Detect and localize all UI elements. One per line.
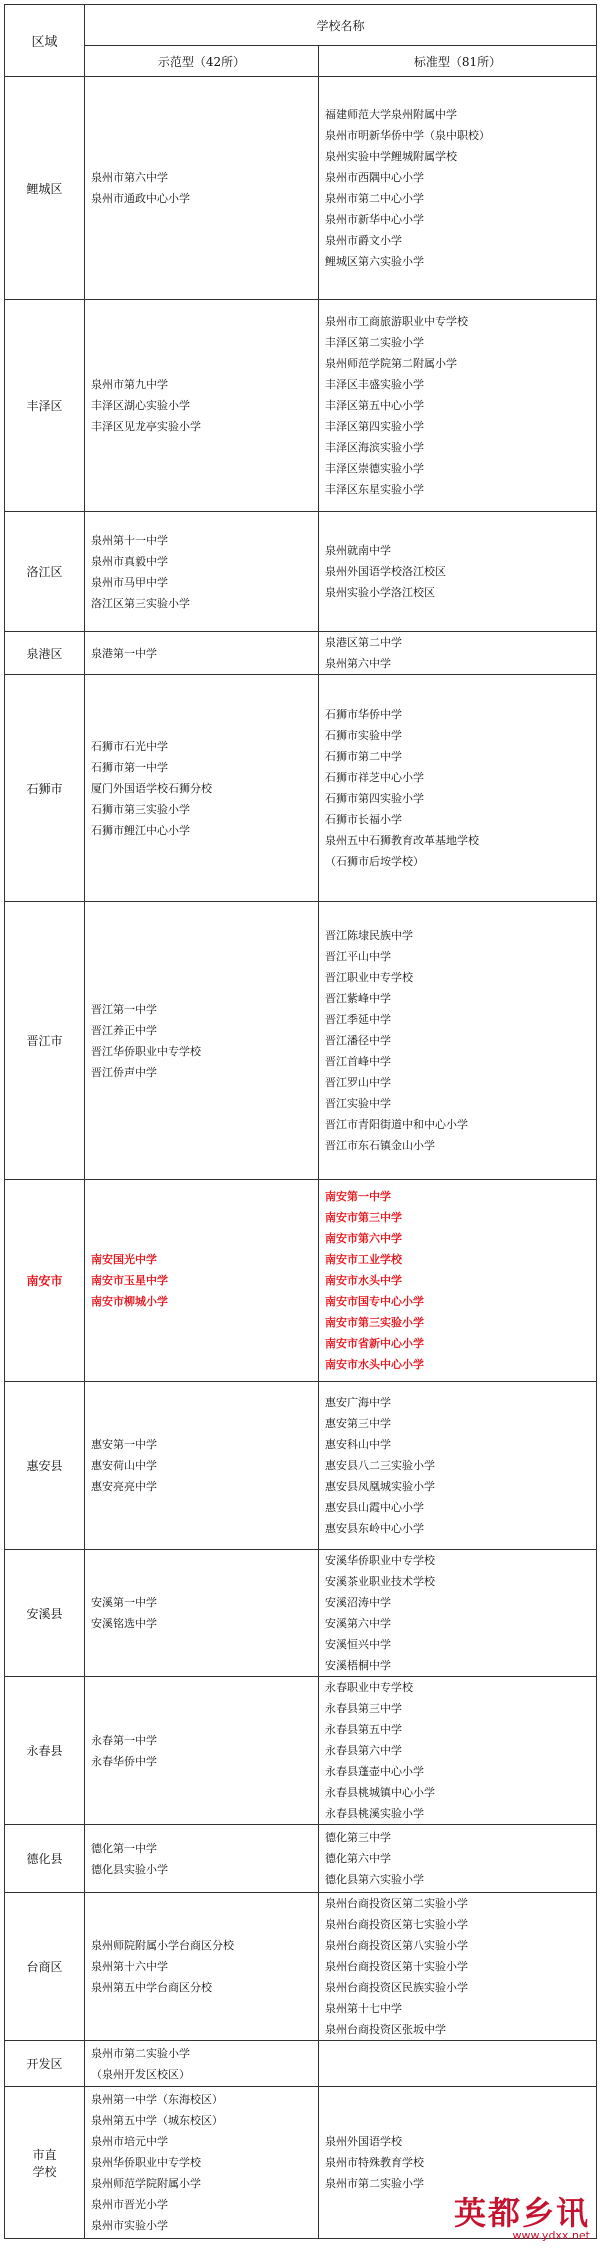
standard-school-name: 泉州台商投资区民族实验小学 [325,1981,468,1994]
district-row [5,1550,597,1677]
demo-school-name: 南安市柳城小学 [91,1295,168,1308]
demo-school-name: 泉州市晋光小学 [91,2198,168,2211]
demo-school-list [85,1382,319,1550]
demo-school-name: 洛江区第三实验小学 [91,596,190,610]
standard-school-name: 晋江首峰中学 [325,1055,391,1068]
standard-school-list [319,1677,597,1825]
district-row [5,512,597,632]
standard-school-name: 泉州市新华中心小学 [325,213,424,226]
district-name: 泉港区 [5,632,85,675]
district-name-line: 市直 [32,2147,57,2162]
schools-table [4,4,597,2239]
standard-school-name: 泉州五中石狮教育改革基地学校 [325,834,479,847]
district-row [5,902,597,1180]
standard-column-header: 标准型（81所） [319,46,597,77]
demo-school-name: 永春第一中学 [91,1733,157,1747]
standard-school-name: 南安市第三实验小学 [325,1316,424,1329]
district-name: 安溪县 [5,1550,85,1677]
standard-school-name: 泉州市爵文小学 [325,234,402,247]
district-name: 石狮市 [5,675,85,902]
watermark [446,2186,596,2244]
standard-school-name: 泉州实验小学洛江校区 [325,586,435,599]
standard-school-name: 安溪茶业职业技术学校 [325,1575,435,1588]
standard-school-list [319,1825,597,1893]
district-name: 永春县 [5,1677,85,1825]
watermark-logo: 英都乡讯 [453,2194,590,2232]
demo-school-list [85,632,319,675]
standard-school-list [319,632,597,675]
standard-school-name: 惠安第三中学 [325,1417,391,1430]
demo-school-name: 厦门外国语学校石狮分校 [91,781,212,795]
district-row [5,1677,597,1825]
district-name: 德化县 [5,1825,85,1893]
district-row [5,1382,597,1550]
district-column-header: 区域 [5,5,85,77]
standard-school-name: 泉州市西隅中心小学 [325,171,424,184]
standard-school-name: 晋江实验中学 [325,1097,391,1110]
demo-school-name: 南安市玉星中学 [91,1274,168,1287]
standard-school-name: 安溪梧桐中学 [325,1659,391,1672]
standard-school-name: 南安市工业学校 [325,1253,402,1266]
demo-school-name: 泉州第五中学（城东校区） [91,2114,223,2127]
standard-school-name: 泉州台商投资区第七实验小学 [325,1918,468,1931]
standard-school-name: 石狮市第二中学 [325,750,402,763]
demo-school-name: （泉州开发区校区） [91,2067,190,2081]
district-row [5,2041,597,2087]
demo-school-name: 德化第一中学 [91,1841,157,1855]
standard-school-name: 南安市第三中学 [325,1211,402,1224]
demo-school-name: 安溪第一中学 [91,1596,157,1609]
standard-school-list [319,512,597,632]
standard-school-name: 永春县桃城镇中心小学 [325,1786,435,1799]
district-name: 洛江区 [5,512,85,632]
standard-school-name: 南安市省新中心小学 [325,1337,424,1350]
demo-school-name: 丰泽区见龙亭实验小学 [91,420,201,433]
standard-school-name: 丰泽区海滨实验小学 [325,441,424,454]
demo-school-list [85,1550,319,1677]
demo-school-list [85,1180,319,1382]
standard-school-name: 安溪第六中学 [325,1617,391,1630]
standard-school-name: 泉州外国语学校洛江校区 [325,565,446,578]
demo-school-name: 泉州市马甲中学 [91,575,168,589]
standard-school-list [319,300,597,512]
demo-school-list [85,2087,319,2239]
standard-school-name: 永春县桃溪实验小学 [325,1807,424,1820]
standard-school-name: 晋江职业中专学校 [325,971,413,984]
standard-school-name: 德化县第六实验小学 [325,1873,424,1886]
demo-school-name: 惠安第一中学 [91,1438,157,1451]
district-name: 晋江市 [5,902,85,1180]
standard-school-name: 惠安科山中学 [325,1438,391,1451]
demo-school-name: 晋江侨声中学 [91,1065,157,1079]
demo-school-name: 惠安荷山中学 [91,1459,157,1472]
demo-school-name: 泉州市第二实验小学 [91,2046,190,2060]
district-name: 丰泽区 [5,300,85,512]
demo-school-list [85,2041,319,2087]
standard-school-name: 泉州师范学院第二附属小学 [325,357,457,370]
standard-school-name: 惠安县东岭中心小学 [325,1522,424,1535]
demo-school-list [85,1677,319,1825]
standard-school-name: 泉州市第二中心小学 [325,192,424,205]
standard-school-list [319,1180,597,1382]
demo-school-list [85,902,319,1180]
demo-school-name: 泉州第十六中学 [91,1960,168,1973]
standard-school-name: 泉州台商投资区第二实验小学 [325,1897,468,1910]
standard-school-name: 晋江季延中学 [325,1013,391,1026]
standard-school-name: 晋江平山中学 [325,950,391,963]
standard-school-name: 晋江市青阳街道中和中心小学 [325,1118,468,1131]
standard-school-name: 石狮市实验中学 [325,729,402,742]
standard-school-name: 丰泽区东星实验小学 [325,483,424,496]
standard-school-name: 泉州就南中学 [325,544,391,557]
demo-school-list [85,512,319,632]
standard-school-name: 永春职业中专学校 [325,1681,413,1694]
standard-school-name: 石狮市华侨中学 [325,708,402,721]
standard-school-name: 德化第三中学 [325,1831,391,1844]
standard-school-list [319,902,597,1180]
standard-school-name: 惠安县山霞中心小学 [325,1501,424,1514]
standard-school-name: 丰泽区第五中心小学 [325,399,424,412]
standard-school-name: 泉州市明新华侨中学（泉中职校） [325,129,490,142]
standard-school-name: 南安第一中学 [325,1190,391,1203]
demo-school-name: 晋江华侨职业中专学校 [91,1044,201,1058]
demo-school-name: 石狮市鲤江中心小学 [91,823,190,837]
district-row [5,1825,597,1893]
standard-school-name: 永春县蓬壶中心小学 [325,1765,424,1778]
demo-school-name: 泉州市第六中学 [91,171,168,184]
district-row [5,675,597,902]
demo-school-name: 石狮市第一中学 [91,760,168,774]
standard-school-name: 泉州台商投资区张坂中学 [325,2023,446,2036]
district-row [5,1893,597,2041]
district-name: 惠安县 [5,1382,85,1550]
standard-school-name: 泉州第六中学 [325,657,391,670]
standard-school-name: 南安市国专中心小学 [325,1295,424,1308]
standard-school-name: 南安市水头中心小学 [325,1358,424,1371]
standard-school-name: 泉州外国语学校 [325,2135,402,2148]
demo-school-name: 丰泽区湖心实验小学 [91,399,190,412]
district-name: 南安市 [5,1180,85,1382]
standard-school-name: 安溪沼涛中学 [325,1596,391,1609]
standard-school-list [319,1893,597,2041]
standard-school-name: 晋江罗山中学 [325,1076,391,1089]
demo-school-name: 安溪铭选中学 [91,1617,157,1630]
standard-school-list [319,1550,597,1677]
district-name: 台商区 [5,1893,85,2041]
demo-school-name: 泉州市第九中学 [91,378,168,391]
standard-school-name: 鲤城区第六实验小学 [325,255,424,268]
standard-school-name: 晋江潘径中学 [325,1034,391,1047]
demo-school-name: 石狮市第三实验小学 [91,802,190,816]
standard-school-name: 石狮市第四实验小学 [325,792,424,805]
district-row [5,300,597,512]
standard-school-list [319,2041,597,2087]
demo-school-name: 南安国光中学 [91,1253,157,1266]
standard-school-name: 晋江陈埭民族中学 [325,929,413,942]
demo-school-name: 泉州第十一中学 [91,533,168,547]
demo-school-name: 德化县实验小学 [91,1862,168,1876]
demo-school-name: 泉州第五中学台商区分校 [91,1981,212,1994]
standard-school-name: 石狮市长福小学 [325,813,402,826]
standard-school-name: 惠安县凤凰城实验小学 [325,1480,435,1493]
district-row [5,1180,597,1382]
standard-school-name: 惠安广海中学 [325,1396,391,1409]
standard-school-list [319,1382,597,1550]
standard-school-name: 泉州第十七中学 [325,2002,402,2015]
standard-school-name: 福建师范大学泉州附属中学 [325,108,457,121]
standard-school-list [319,675,597,902]
standard-school-name: 晋江市东石镇金山小学 [325,1139,435,1152]
standard-school-name: 永春县第五中学 [325,1723,402,1736]
school-name-header: 学校名称 [85,5,597,46]
standard-school-name: 泉州实验中学鲤城附属学校 [325,150,457,163]
demo-school-name: 永春华侨中学 [91,1754,157,1768]
district-row [5,77,597,300]
standard-school-name: 石狮市祥芝中心小学 [325,771,424,784]
district-name-line: 学校 [32,2164,57,2179]
standard-school-name: 晋江紫峰中学 [325,992,391,1005]
standard-school-name: 丰泽区第四实验小学 [325,420,424,433]
standard-school-name: 德化第六中学 [325,1852,391,1865]
standard-school-name: 惠安县八二三实验小学 [325,1459,435,1472]
demo-school-name: 泉州华侨职业中专学校 [91,2156,201,2169]
standard-school-name: 泉州市第二实验小学 [325,2177,424,2190]
demo-school-name: 泉州市实验小学 [91,2219,168,2232]
demo-school-name: 泉州市真毅中学 [91,554,168,568]
demo-school-name: 晋江养正中学 [91,1023,157,1037]
demo-school-list [85,1825,319,1893]
demo-school-list [85,1893,319,2041]
demo-school-list [85,675,319,902]
standard-school-name: 丰泽区崇德实验小学 [325,462,424,475]
standard-school-name: 丰泽区丰盛实验小学 [325,378,424,391]
district-name: 开发区 [5,2041,85,2087]
demo-school-name: 泉州市培元中学 [91,2135,168,2148]
demo-school-list [85,300,319,512]
standard-school-name: 安溪华侨职业中专学校 [325,1554,435,1567]
standard-school-list [319,77,597,300]
district-name [5,2087,85,2239]
standard-school-name: 泉港区第二中学 [325,636,402,649]
watermark-url: www.ydxx.net [512,2229,590,2242]
demo-school-name: 泉州市通政中心小学 [91,192,190,205]
standard-school-name: 泉州台商投资区第八实验小学 [325,1939,468,1952]
demo-school-name: 泉州师范学院附属小学 [91,2177,201,2190]
standard-school-name: 安溪恒兴中学 [325,1638,391,1651]
standard-school-name: 泉州台商投资区第十实验小学 [325,1960,468,1973]
demo-school-name: 泉州第一中学（东海校区） [91,2093,223,2106]
standard-school-name: 永春县第三中学 [325,1702,402,1715]
demo-column-header: 示范型（42所） [85,46,319,77]
district-name: 鲤城区 [5,77,85,300]
standard-school-name: 泉州市特殊教育学校 [325,2156,424,2169]
standard-school-name: 丰泽区第二实验小学 [325,336,424,349]
standard-school-name: 南安市第六中学 [325,1232,402,1245]
standard-school-name: 泉州市工商旅游职业中专学校 [325,315,468,328]
demo-school-name: 泉港第一中学 [91,646,157,660]
standard-school-name: 南安市水头中学 [325,1274,402,1287]
demo-school-name: 石狮市石光中学 [91,739,168,753]
standard-school-name: （石狮市后垵学校） [325,855,424,868]
standard-school-name: 永春县第六中学 [325,1744,402,1757]
demo-school-name: 惠安亮亮中学 [91,1480,157,1493]
demo-school-name: 泉州师院附属小学台商区分校 [91,1939,234,1952]
demo-school-name: 晋江第一中学 [91,1002,157,1016]
district-row [5,632,597,675]
demo-school-list [85,77,319,300]
